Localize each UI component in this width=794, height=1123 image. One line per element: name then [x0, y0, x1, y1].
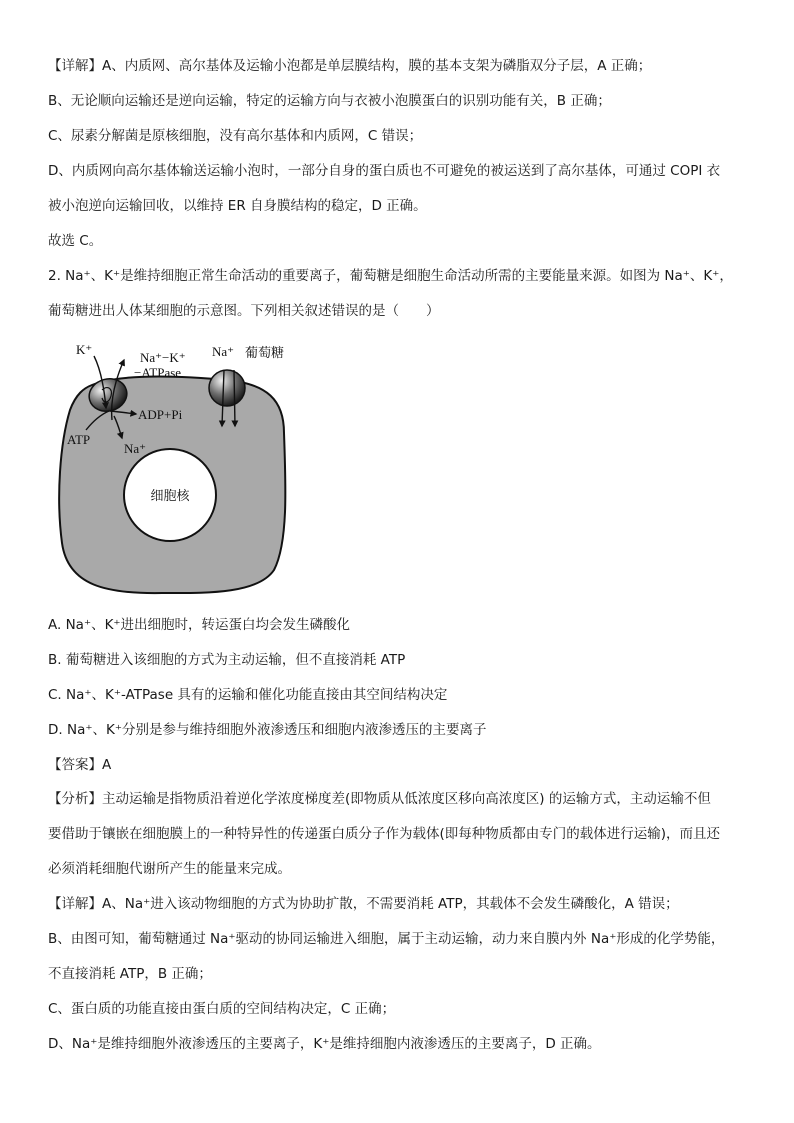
na-bottom-label: Na⁺ — [124, 441, 147, 456]
detail-1-line-a: 【详解】A、内质网、高尔基体及运输小泡都是单层膜结构，膜的基本支架为磷脂双分子层，A 正确； — [48, 58, 652, 74]
option-c: C. Na⁺、K⁺-ATPase 具有的运输和催化功能直接由其空间结构决定 — [48, 687, 448, 703]
question-2-stem-line-1: 2. Na⁺、K⁺是维持细胞正常生命活动的重要离子，葡萄糖是细胞生命活动所需的主要能量来源。如图为 Na⁺、K⁺， — [48, 268, 733, 284]
nucleus-label: 细胞核 — [150, 489, 190, 504]
option-b: B. 葡萄糖进入该细胞的方式为主动运输，但不直接消耗 ATP — [48, 652, 406, 668]
detail-2-line-a: 【详解】A、Na⁺进入该动物细胞的方式为协助扩散，不需要消耗 ATP，其载体不会发生磷酸化，A 错误； — [48, 896, 679, 912]
glucose-label: 葡萄糖 — [245, 346, 285, 361]
pump-label-line-2: −ATPase — [134, 365, 182, 380]
answer: 【答案】A — [48, 757, 112, 773]
k-label: K⁺ — [76, 342, 93, 357]
detail-1-conclusion: 故选 C。 — [48, 233, 103, 249]
detail-1-line-d2: 被小泡逆向运输回收，以维持 ER 自身膜结构的稳定，D 正确。 — [48, 198, 427, 214]
adp-pi-label: ADP+Pi — [138, 407, 183, 422]
analysis-line-3: 必须消耗细胞代谢所产生的能量来完成。 — [48, 861, 291, 877]
option-d: D. Na⁺、K⁺分别是参与维持细胞外液渗透压和细胞内液渗透压的主要离子 — [48, 722, 487, 738]
detail-2-line-b2: 不直接消耗 ATP，B 正确； — [48, 966, 212, 982]
glucose-cotransporter — [209, 370, 245, 406]
detail-1-line-c: C、尿素分解菌是原核细胞，没有高尔基体和内质网，C 错误； — [48, 128, 423, 144]
pump-label-line-1: Na⁺−K⁺ — [140, 350, 186, 365]
detail-2-line-c: C、蛋白质的功能直接由蛋白质的空间结构决定，C 正确； — [48, 1001, 396, 1017]
analysis-line-1: 【分析】主动运输是指物质沿着逆化学浓度梯度差(即物质从低浓度区移向高浓度区) 的运输方式，主动运输不但 — [48, 791, 711, 807]
na-top-label: Na⁺ — [212, 344, 235, 359]
question-2-stem-line-2: 葡萄糖进出人体某细胞的示意图。下列相关叙述错误的是（ ） — [48, 303, 440, 319]
detail-1-line-d1: D、内质网向高尔基体输送运输小泡时，一部分自身的蛋白质也不可避免的被运送到了高尔基体，可通过 COPI 衣 — [48, 163, 721, 179]
cell-transport-diagram — [52, 338, 302, 600]
option-a: A. Na⁺、K⁺进出细胞时，转运蛋白均会发生磷酸化 — [48, 617, 351, 633]
atp-label: ATP — [67, 432, 91, 447]
detail-2-line-b1: B、由图可知，葡萄糖通过 Na⁺驱动的协同运输进入细胞，属于主动运输，动力来自膜内外 Na⁺形成的化学势能， — [48, 931, 725, 947]
na-cotransport-arrow — [234, 370, 235, 426]
detail-1-line-b: B、无论顺向运输还是逆向运输，特定的运输方向与衣被小泡膜蛋白的识别功能有关，B 正确； — [48, 93, 611, 109]
detail-2-line-d: D、Na⁺是维持细胞外液渗透压的主要离子，K⁺是维持细胞内液渗透压的主要离子，D 正确。 — [48, 1036, 601, 1052]
analysis-line-2: 要借助于镶嵌在细胞膜上的一种特异性的传递蛋白质分子作为载体(即每种物质都由专门的载体进行运输)，而且还 — [48, 826, 721, 842]
